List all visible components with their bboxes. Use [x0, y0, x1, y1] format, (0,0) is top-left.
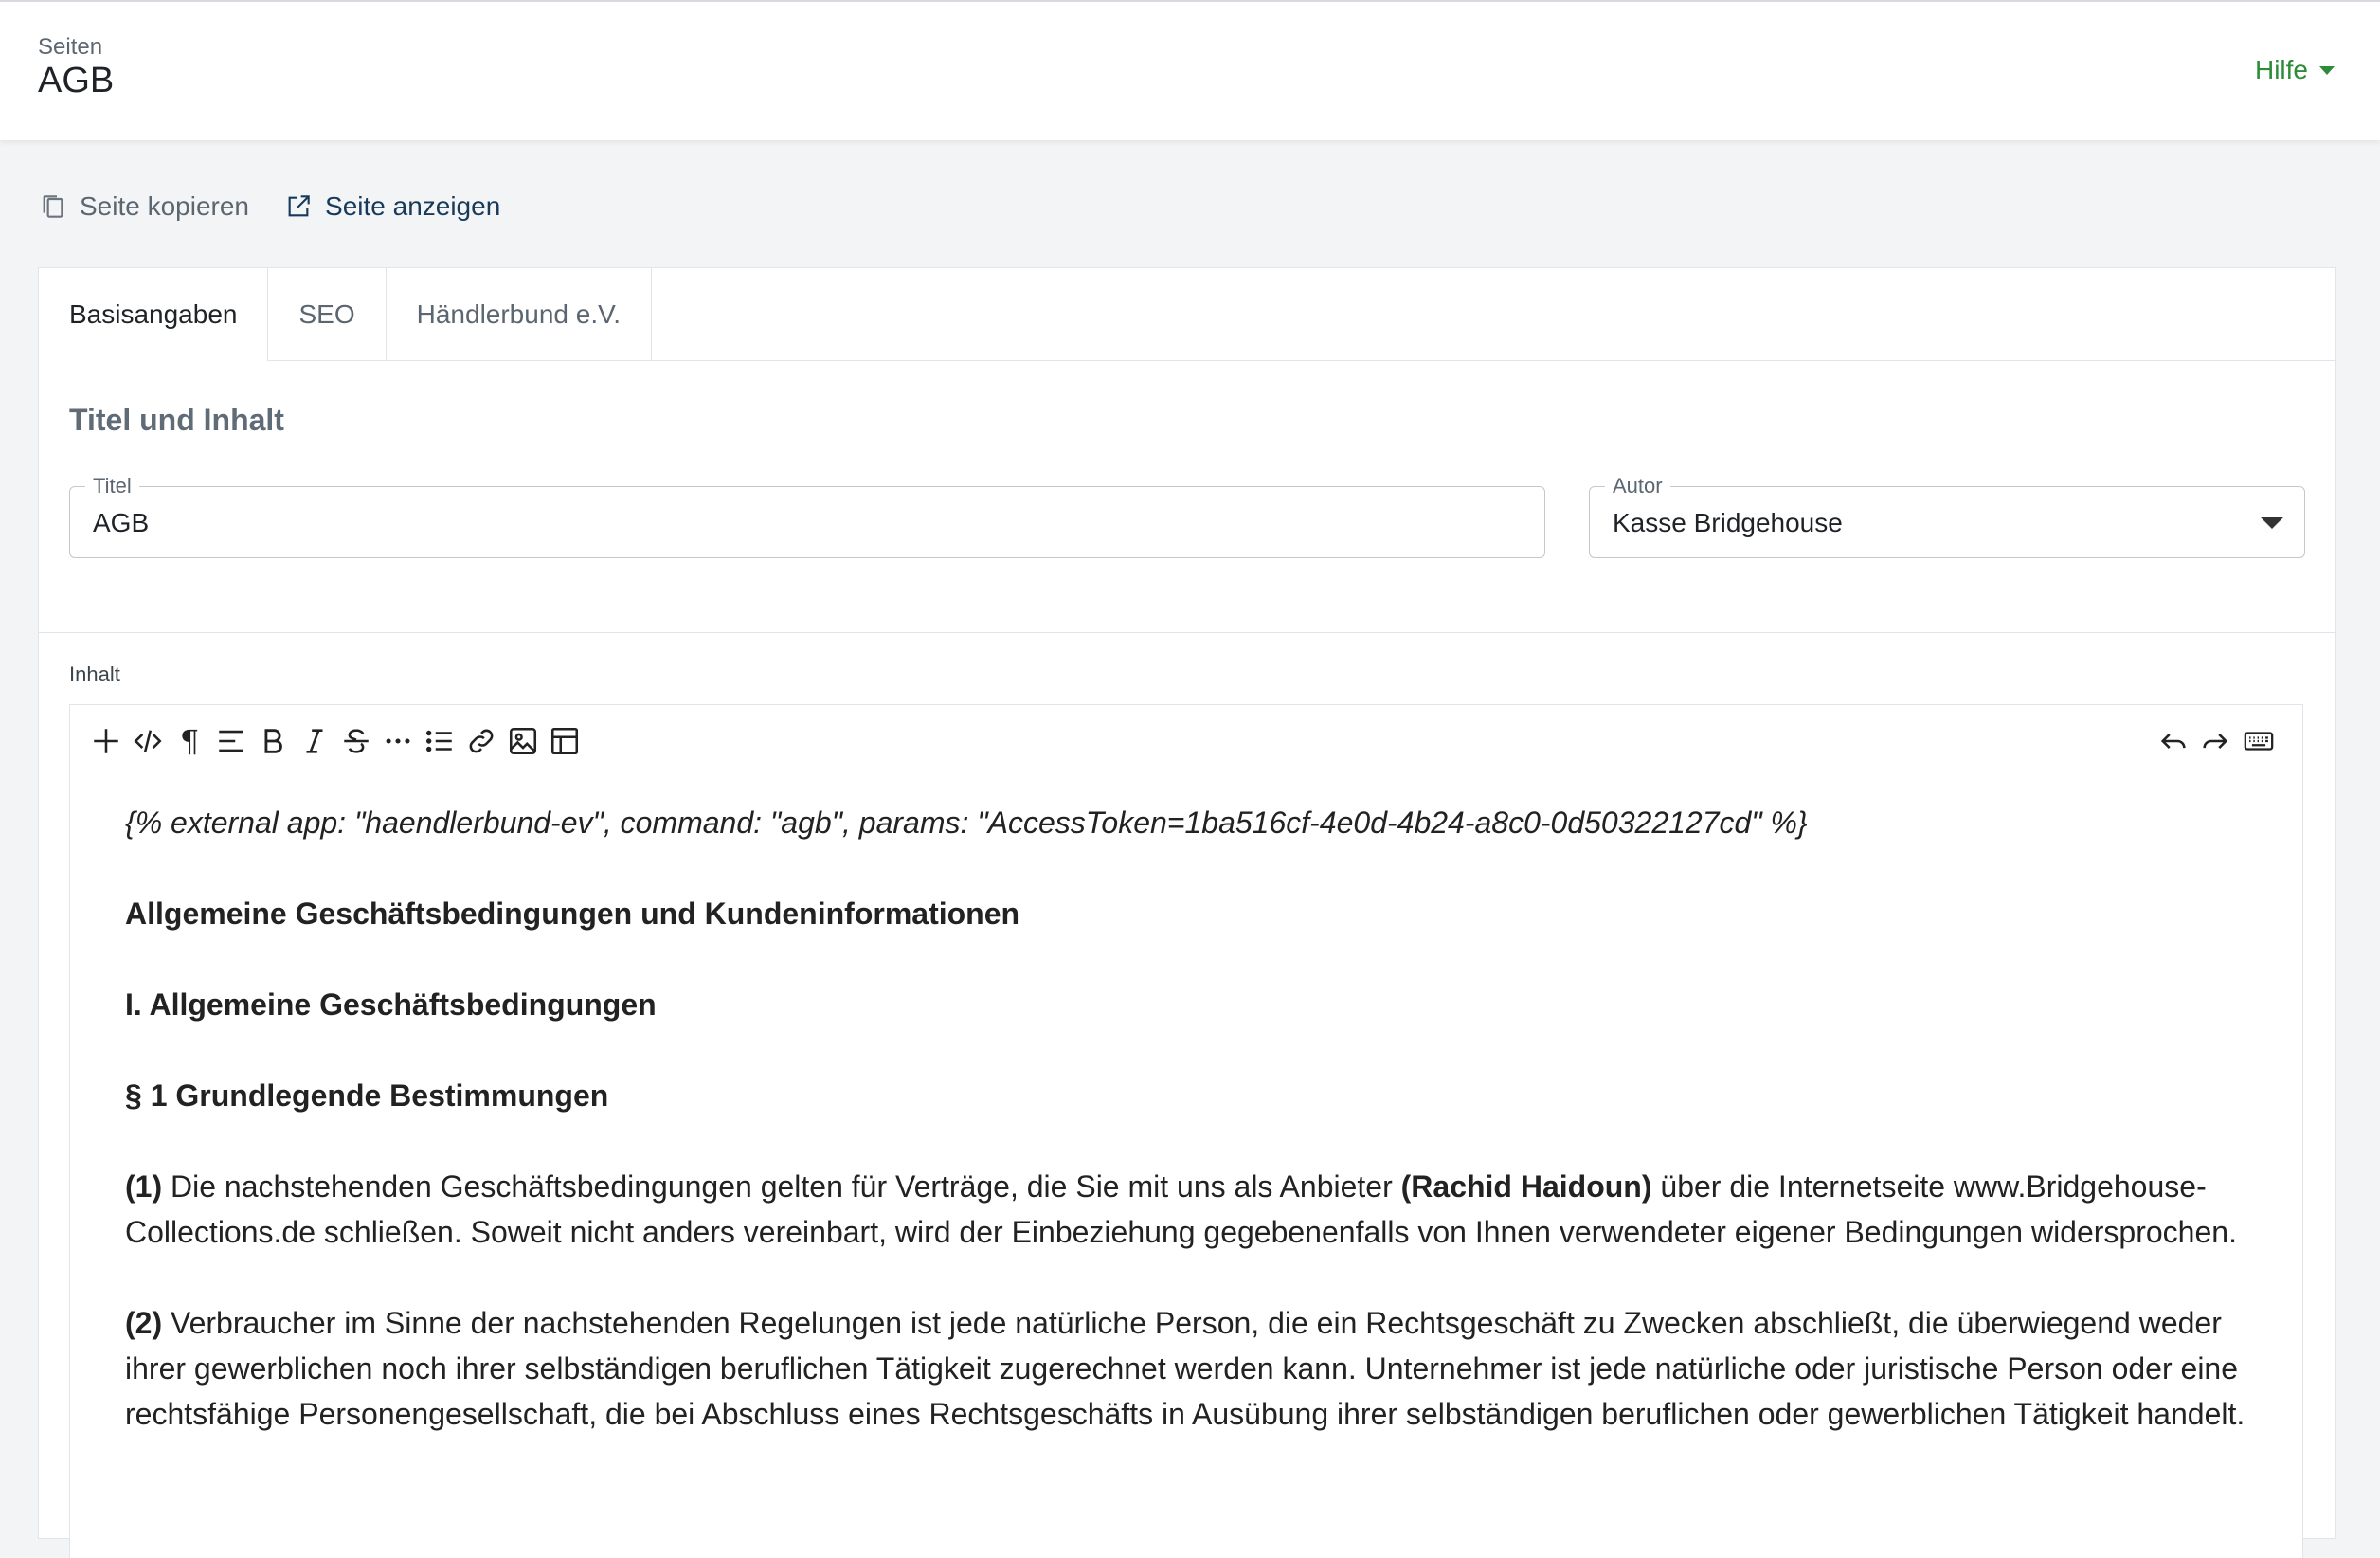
- section-title: Titel und Inhalt: [69, 403, 284, 437]
- view-page-button[interactable]: [283, 191, 500, 222]
- dropdown-arrow-icon: [2261, 517, 2283, 529]
- help-label: Hilfe: [2254, 55, 2308, 84]
- author-selected-value: Kasse Bridgehouse: [1613, 508, 1843, 537]
- caret-down-icon: [2319, 66, 2335, 75]
- top-header: [0, 0, 2380, 140]
- page-actions: [38, 191, 500, 222]
- more-icon[interactable]: [379, 722, 417, 760]
- heading-paragraph-1: § 1 Grundlegende Bestimmungen: [125, 1078, 609, 1113]
- align-icon[interactable]: [212, 722, 250, 760]
- tab-divider: [267, 360, 2335, 361]
- italic-icon[interactable]: [296, 722, 334, 760]
- tab-seo[interactable]: SEO: [268, 268, 386, 360]
- paragraph-1-text-a: Die nachstehenden Geschäftsbedingungen gelten für Verträge, die Sie mit uns als Anbieter: [162, 1169, 1401, 1204]
- breadcrumb[interactable]: Seiten: [38, 34, 103, 60]
- undo-icon[interactable]: [2155, 722, 2192, 760]
- redo-icon[interactable]: [2196, 722, 2234, 760]
- tab-haendlerbund[interactable]: Händlerbund e.V.: [387, 268, 652, 360]
- code-icon[interactable]: [129, 722, 167, 760]
- tab-bar: [39, 268, 652, 361]
- content-label: Inhalt: [69, 662, 120, 686]
- section-divider: [39, 632, 2335, 633]
- pilcrow-glyph: ¶: [179, 723, 200, 759]
- keyboard-icon[interactable]: [2240, 722, 2278, 760]
- paragraph-1-provider: (Rachid Haidoun): [1400, 1169, 1652, 1204]
- bold-icon[interactable]: [254, 722, 292, 760]
- tab-basisangaben[interactable]: Basisangaben: [39, 268, 268, 361]
- page-editor-card: [38, 267, 2336, 1539]
- title-field-label: Titel: [85, 474, 139, 498]
- help-dropdown[interactable]: [2255, 55, 2335, 85]
- table-icon[interactable]: [546, 722, 584, 760]
- title-input[interactable]: AGB: [93, 508, 150, 537]
- page-title: AGB: [38, 61, 115, 100]
- copy-page-button[interactable]: [38, 191, 249, 222]
- editor-content[interactable]: [125, 800, 2266, 1482]
- author-select[interactable]: [1589, 474, 2305, 558]
- editor-toolbar: [70, 705, 2302, 777]
- list-icon[interactable]: [421, 722, 459, 760]
- liquid-tag-line: {% external app: "haendlerbund-ev", command: "agb", params: "AccessToken=1ba516cf-4e0d-4b24-a8c0-0d50322127cd" %}: [125, 806, 1808, 840]
- paragraph-1-text-b: über die Internetseite www.Bridgehouse-Collections.de schließen. Soweit nicht anders vereinbart, wird der Einbeziehung gegebenenfalls von Ihnen verwendeter eigener Bedingungen widersprochen.: [125, 1169, 2237, 1249]
- paragraph-1-number: (1): [125, 1169, 163, 1204]
- rich-text-editor[interactable]: [69, 704, 2303, 1558]
- strikethrough-icon[interactable]: [337, 722, 375, 760]
- paragraph-icon[interactable]: [171, 722, 208, 760]
- title-field[interactable]: [69, 474, 1545, 558]
- plus-icon[interactable]: [87, 722, 125, 760]
- heading-section-1: I. Allgemeine Geschäftsbedingungen: [125, 987, 657, 1022]
- link-icon[interactable]: [462, 722, 500, 760]
- view-page-label: Seite anzeigen: [325, 191, 501, 221]
- paragraph-2-text: Verbraucher im Sinne der nachstehenden Regelungen ist jede natürliche Person, die ein Rechtsgeschäft zu Zwecken abschließt, die überwiegend weder ihrer gewerblichen noch ihrer selbständigen beruflichen Tätigkeit zugerechnet werden kann. Unternehmer ist jede natürliche oder juristische Person oder eine rechtsfähige Personengesellschaft, die bei Abschluss eines Rechtsgeschäfts in Ausübung ihrer selbständigen beruflichen oder gewerblichen Tätigkeit handelt.: [125, 1306, 2245, 1431]
- paragraph-2: [125, 1300, 2266, 1437]
- copy-icon: [38, 191, 68, 222]
- image-icon[interactable]: [504, 722, 542, 760]
- copy-page-label: Seite kopieren: [80, 191, 250, 221]
- paragraph-2-number: (2): [125, 1306, 163, 1340]
- paragraph-1: [125, 1164, 2266, 1255]
- author-field-label: Autor: [1605, 474, 1670, 498]
- external-link-icon: [283, 191, 314, 222]
- heading-agb: Allgemeine Geschäftsbedingungen und Kundeninformationen: [125, 897, 1020, 931]
